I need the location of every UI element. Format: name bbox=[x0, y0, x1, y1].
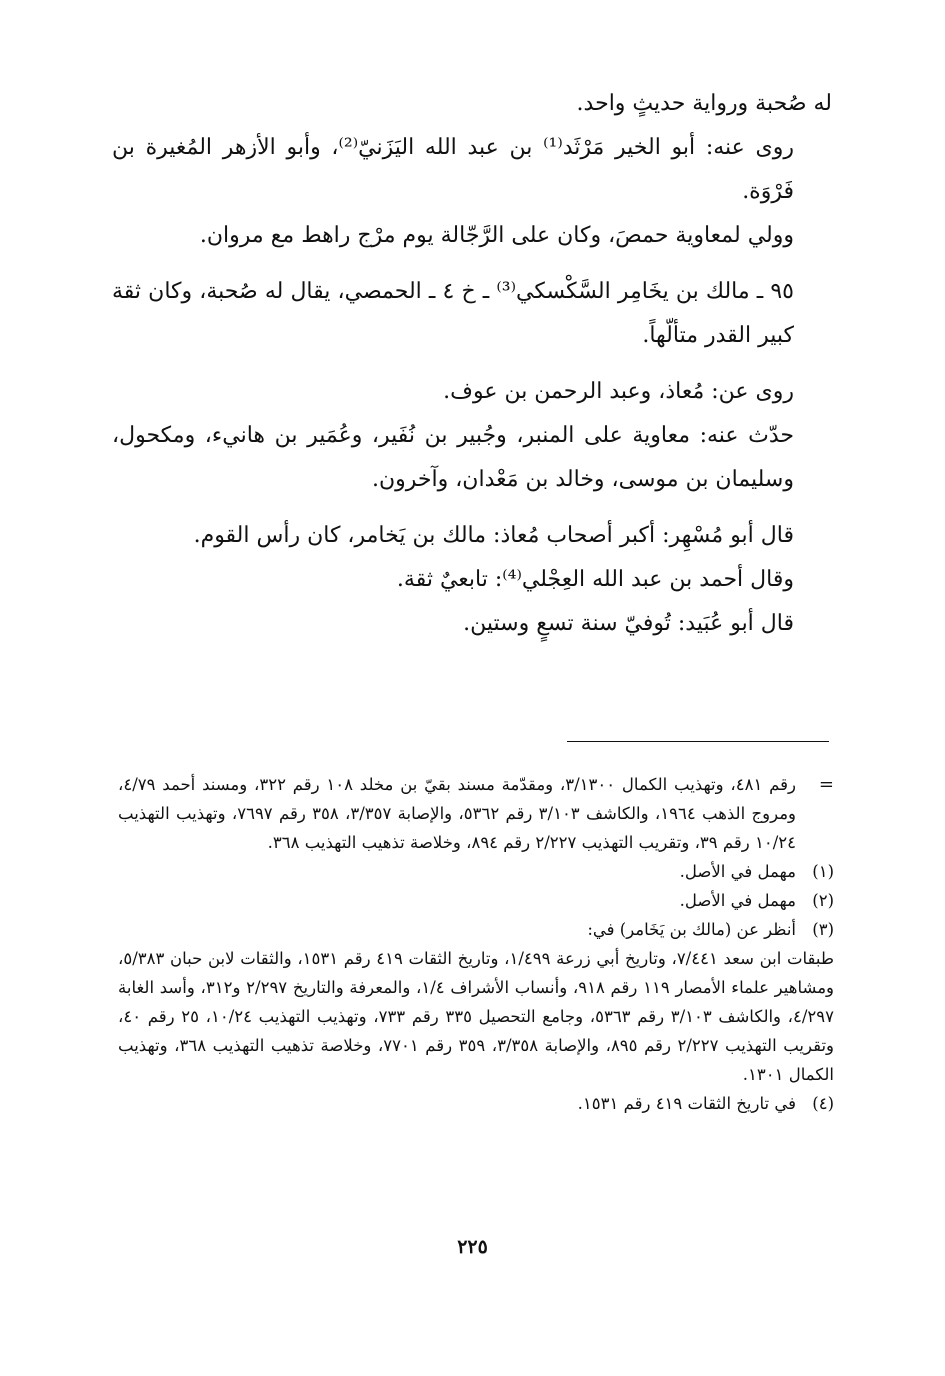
footnotes bbox=[118, 770, 834, 1118]
paragraph-sahaba: له صُحبة ورواية حديثٍ واحد. bbox=[576, 91, 832, 116]
footnote-4 bbox=[118, 1089, 834, 1118]
quote-ijli: وقال أحمد بن عبد الله العِجْلي⁽⁴⁾: تابعيٌ ثقة. bbox=[396, 567, 794, 592]
footnote-3-sources: طبقات ابن سعد ٧/٤٤١، وتاريخ أبي زرعة ١/٤٩٩، وتاريخ الثقات ٤١٩ رقم ١٥٣١، والثقات لابن حبان ٥/٣٨٣، ومشاهير علماء الأمصار ١١٩ رقم ٩١٨، وأنساب الأشراف ١/٤، والمعرفة والتاريخ ٢/٢٩٧ و٣١٢، وأسد الغابة ٤/٢٩٧، والكاشف ٣/١٠٣ رقم ٥٣٦٣، وجامع التحصيل ٣٣٥ رقم ٧٣٣، وتهذيب التهذيب ١٠/٢٤، ٢٥ رقم ٤٠، وتقريب التهذيب ٢/٢٢٧ رقم ٨٩٥، والإصابة ٣/٣٥٨، ٣٥٩ رقم ٧٧٠١، وخلاصة تذهيب التهذيب ٣٦٨، وتهذيب الكمال ١٣٠١. bbox=[118, 949, 835, 1084]
footnote-separator bbox=[567, 741, 829, 742]
paragraph-narrated-by: حدّث عنه: معاوية على المنبر، وجُبير بن نُفَير، وعُمَير بن هانيء، ومكحول، وسليمان بن موسى، وخالد بن مَعْدان، وآخرون. bbox=[112, 423, 794, 492]
footnote-4-text: في تاريخ الثقات ٤١٩ رقم ١٥٣١. bbox=[577, 1094, 796, 1113]
quote-abu-mushir: قال أبو مُسْهِر: أكبر أصحاب مُعاذ: مالك بن يَخامر، كان رأس القوم. bbox=[193, 523, 794, 548]
paragraph-narrated-from: روى عن: مُعاذ، وعبد الرحمن بن عوف. bbox=[443, 379, 794, 404]
footnote-continuation bbox=[118, 770, 834, 857]
footnote-continuation-text: رقم ٤٨١، وتهذيب الكمال ٣/١٣٠٠، ومقدّمة مسند بقيّ بن مخلد ١٠٨ رقم ٣٢٢، ومسند أحمد ٤/٧٩، ومروج الذهب ١٩٦٤، والكاشف ٣/١٠٣ رقم ٥٣٦٢، والإصابة ٣/٣٥٧، ٣٥٨ رقم ٧٦٩٧، وتهذيب التهذيب ١٠/٢٤ رقم ٣٩، وتقريب التهذيب ٢/٢٢٧ رقم ٨٩٤، وخلاصة تذهيب التهذيب ٣٦٨. bbox=[118, 775, 796, 852]
footnote-2-text: مهمل في الأصل. bbox=[679, 891, 796, 910]
footnote-4-marker: (٤) bbox=[812, 1094, 834, 1113]
footnote-1-marker: (١) bbox=[812, 862, 834, 881]
paragraph-governance: وولي لمعاوية حمصَ، وكان على الرَّجّالة يوم مرْج راهط مع مروان. bbox=[199, 223, 794, 248]
footnote-3-heading: أنظر عن (مالك بن يَخَامر) في: bbox=[587, 920, 796, 939]
main-text bbox=[112, 82, 832, 646]
footnote-3 bbox=[118, 915, 834, 944]
quote-abu-ubaid: قال أبو عُبَيد: تُوفيّ سنة تسعٍ وستين. bbox=[463, 611, 794, 636]
entry-95-heading: ٩٥ ـ مالك بن يخَامِر السَّكْسكي⁽³⁾ ـ خ ٤ ـ الحمصي، يقال له صُحبة، وكان ثقة كبير القدر متألّهاً. bbox=[112, 279, 794, 348]
paragraph-narrators: روى عنه: أبو الخير مَرْثَد⁽¹⁾ بن عبد الله اليَزَنيّ⁽²⁾، وأبو الأزهر المُغيرة بن فَرْوَة. bbox=[112, 135, 794, 204]
page-number: ٢٢٥ bbox=[457, 1236, 488, 1258]
footnote-2-marker: (٢) bbox=[812, 891, 834, 910]
footnote-1-text: مهمل في الأصل. bbox=[679, 862, 796, 881]
footnote-2 bbox=[118, 886, 834, 915]
continuation-mark: = bbox=[818, 774, 834, 795]
footnote-3-marker: (٣) bbox=[812, 920, 834, 939]
footnote-1 bbox=[118, 857, 834, 886]
